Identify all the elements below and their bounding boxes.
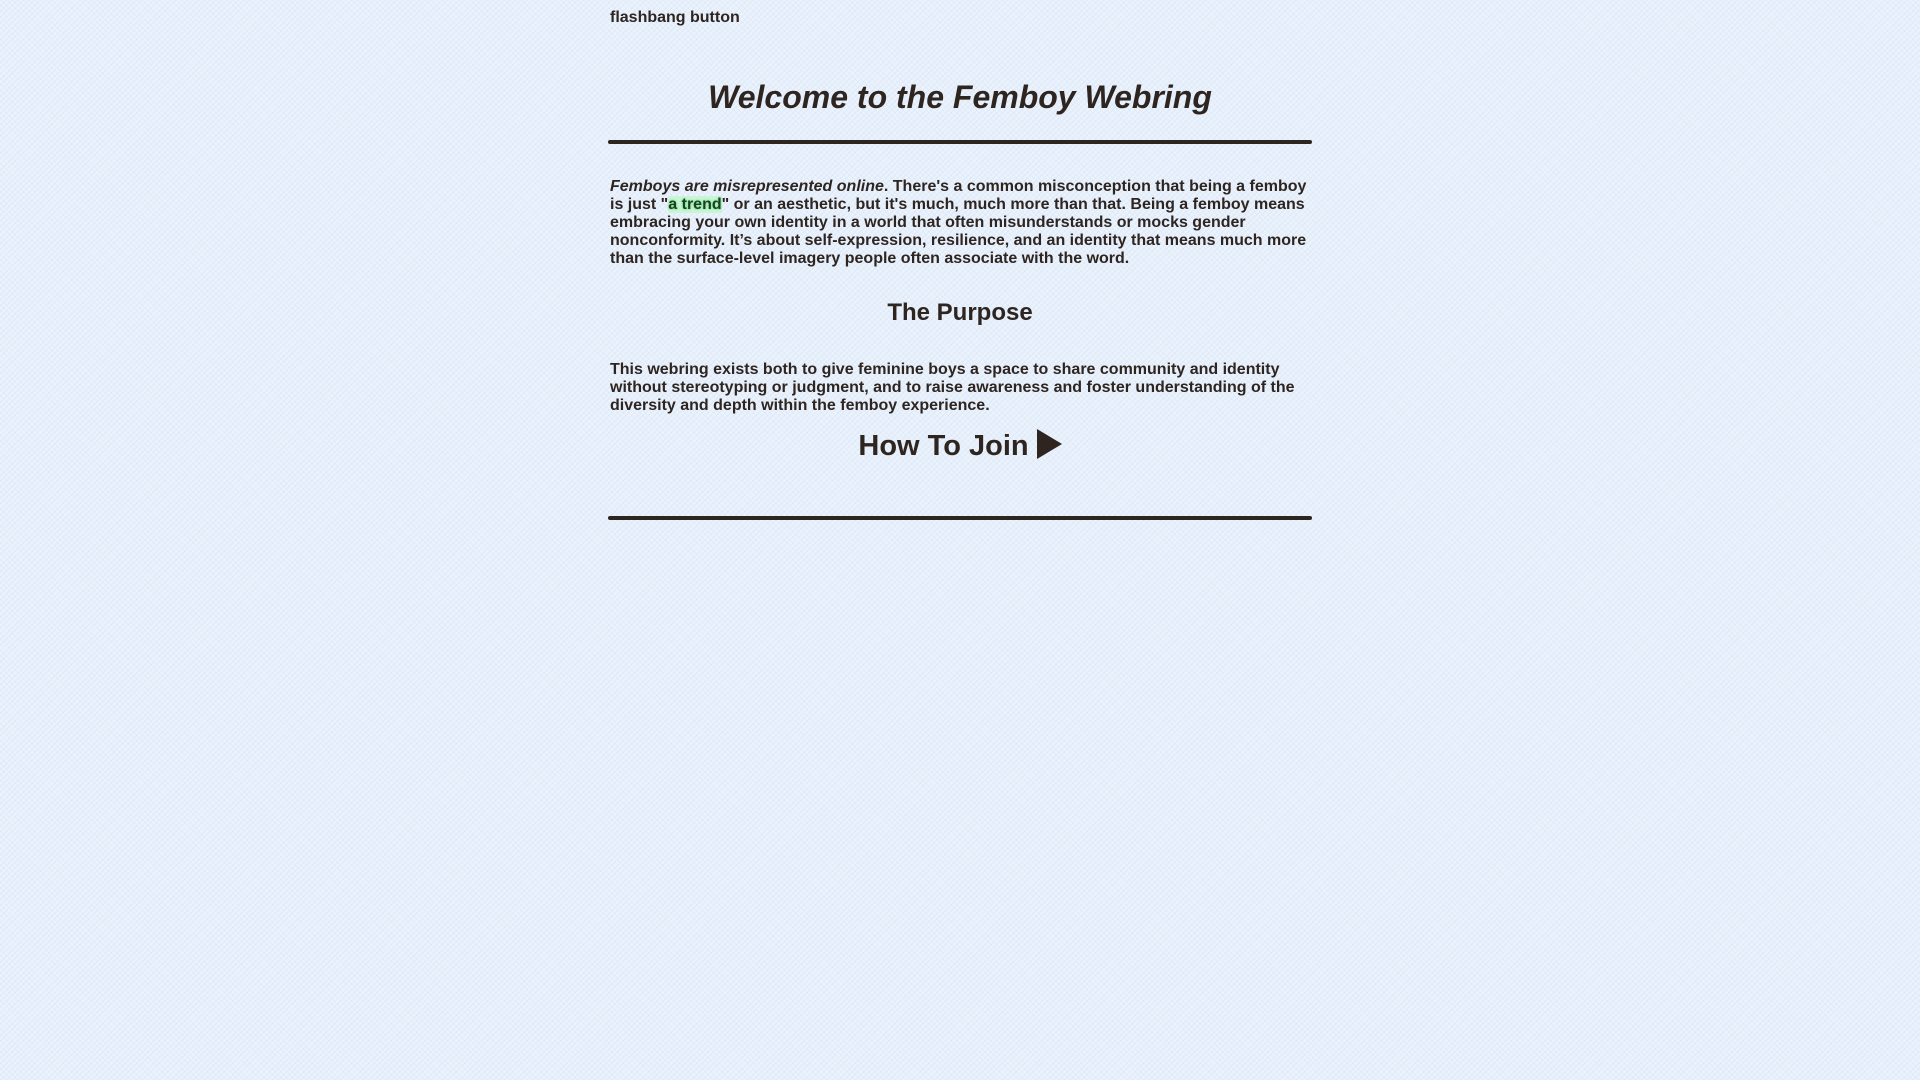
page-title: Welcome to the Femboy Webring <box>708 79 1212 115</box>
how-to-join-toggle[interactable] <box>610 428 1310 464</box>
intro-text-part1: . There's a common misconception that being a femboy is just " <box>610 178 1307 213</box>
bottom-divider <box>608 516 1312 520</box>
intro-text-part2: " or an aesthetic, but it's much, much more than that. Being a femboy means embracing your own identity in a world that often misunderstands or mocks gender nonconformity. It’s about self-expression, resilience, and an identity that means much more than the surface-level imagery people often associate with the word. <box>610 196 1307 267</box>
intro-lead: Femboys are misrepresented online <box>610 178 884 195</box>
top-divider <box>608 140 1312 144</box>
flashbang-button[interactable]: flashbang button <box>610 9 740 26</box>
how-to-join-label: How To Join <box>858 430 1029 462</box>
purpose-heading: The Purpose <box>887 299 1033 326</box>
intro-paragraph <box>610 178 1310 268</box>
purpose-paragraph: This webring exists both to give feminine boys a space to share community and identity without stereotyping or judgment, and to raise awareness and foster understanding of the diversity and depth within the femboy experience. <box>610 361 1295 414</box>
play-triangle-icon <box>1037 429 1062 459</box>
trend-link[interactable]: a trend <box>668 196 722 213</box>
